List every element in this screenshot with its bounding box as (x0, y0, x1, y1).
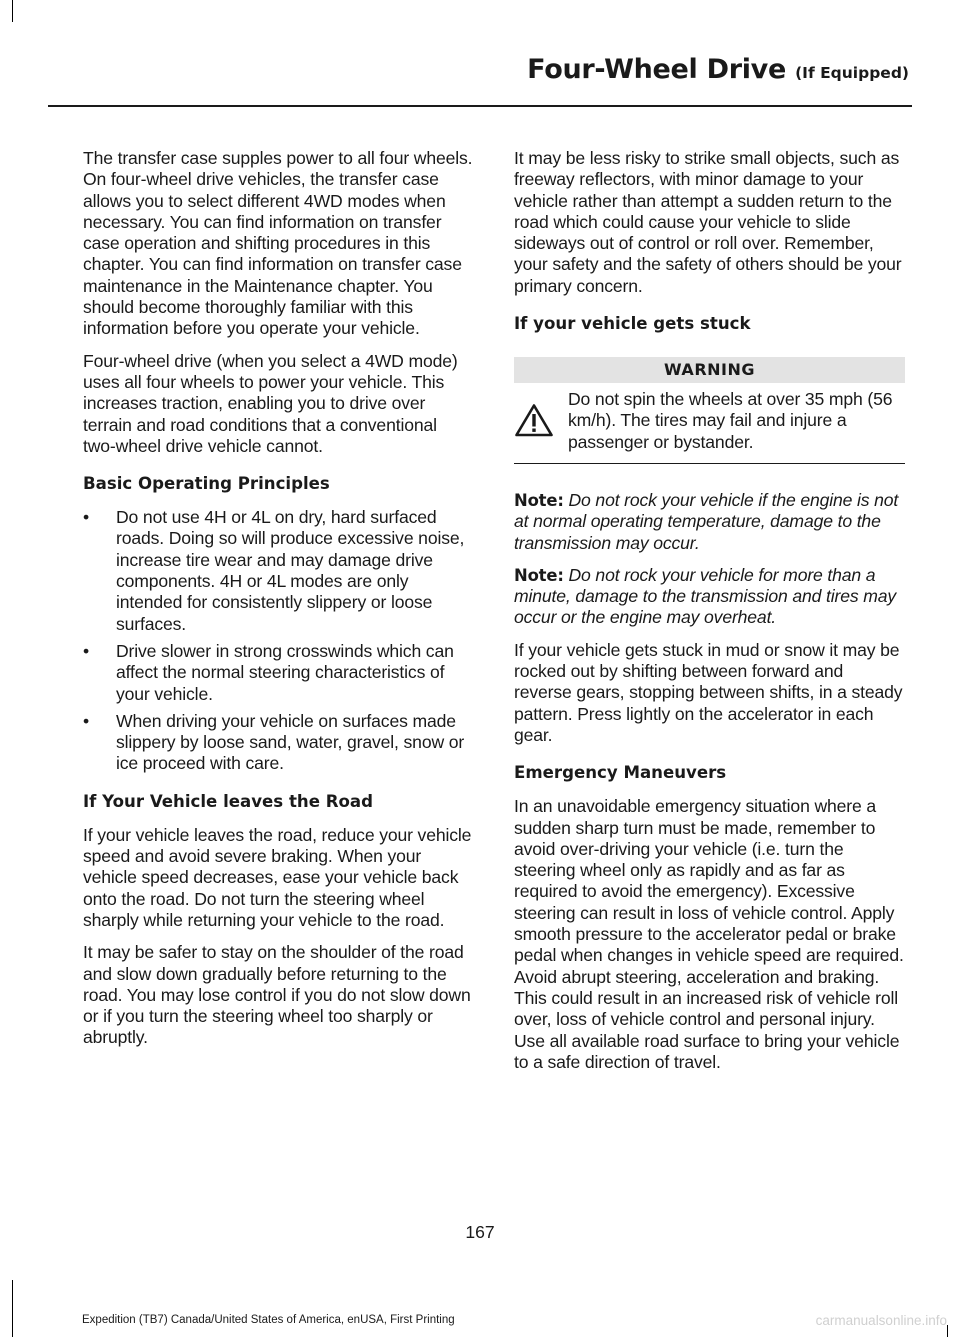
leaves-road-paragraph: If your vehicle leaves the road, reduce your vehicle speed and avoid severe braking. When your vehicle speed decreases, ease your vehicle back onto the road. Do not turn the steering wheel sharply while returning your vehicle to the road. (83, 824, 472, 930)
warning-body (514, 383, 905, 464)
bullet-icon: • (83, 710, 90, 731)
emergency-paragraph: In an unavoidable emergency situation where a sudden sharp turn must be made, remember to avoid over-driving your vehicle (i.e. turn the steering wheel only as rapidly and as far as required to avoid the emergency). Excessive steering can result in loss of vehicle control. Apply smooth pressure to the accelerator pedal or brake pedal when changes in vehicle speed are required. Avoid abrupt steering, acceleration and braking. This could result in an increased risk of vehicle roll over, loss of vehicle control and personal injury. Use all available road surface to bring your vehicle to a safe direction of travel. (514, 796, 904, 1072)
crop-mark-top-left (12, 0, 13, 22)
header-divider (48, 105, 912, 107)
header-subtitle: (If Equipped) (795, 64, 909, 82)
note-paragraph (514, 490, 905, 554)
note-text: Do not rock your vehicle for more than a minute, damage to the transmission and tires may occur or the engine may overheat. (514, 564, 897, 628)
stuck-heading: If your vehicle gets stuck (514, 314, 751, 334)
note-label: Note: (514, 490, 564, 510)
list-item-text: Drive slower in strong crosswinds which can affect the normal steering characteristics of your vehicle. (116, 640, 454, 704)
principles-list (83, 507, 474, 775)
page-header-title (527, 54, 909, 85)
warning-triangle-icon (514, 389, 568, 442)
list-item (83, 507, 474, 635)
note-text: Do not rock your vehicle if the engine is not at normal operating temperature, damage to the transmission may occur. (514, 489, 899, 553)
list-item (83, 641, 474, 705)
basic-principles-heading: Basic Operating Principles (83, 474, 330, 494)
warning-box (514, 357, 905, 464)
shoulder-paragraph: It may be safer to stay on the shoulder of the road and slow down gradually before returning to the road. You may lose control if you do not slow down or if you turn the steering wheel too sharply or abruptly. (83, 942, 471, 1048)
right-column (514, 148, 905, 1084)
list-item-text: Do not use 4H or 4L on dry, hard surfaced roads. Doing so will produce excessive noise, increase tire wear and may damage drive components. 4H or 4L modes are only intended for consistently slippery or loose surfaces. (116, 507, 465, 634)
emergency-heading: Emergency Maneuvers (514, 763, 727, 783)
note-label: Note: (514, 565, 564, 585)
left-column (83, 148, 474, 1060)
warning-text: Do not spin the wheels at over 35 mph (56 km/h). The tires may fail and injure a passenger or bystander. (568, 389, 893, 452)
small-objects-paragraph: It may be less risky to strike small objects, such as freeway reflectors, with minor damage to your vehicle rather than attempt a sudden return to the road which could cause your vehicle to slide sideways out of control or roll over. Remember, your safety and the safety of others should be your primary concern. (514, 148, 902, 296)
warning-label: WARNING (514, 357, 905, 383)
page-number: 167 (465, 1222, 495, 1242)
list-item (83, 711, 474, 775)
leaves-road-heading: If Your Vehicle leaves the Road (83, 791, 373, 811)
note-paragraph (514, 565, 905, 629)
header-title-text: Four-Wheel Drive (527, 54, 786, 85)
watermark: carmanualsonline.info (815, 1313, 947, 1328)
bullet-icon: • (83, 640, 90, 661)
bullet-icon: • (83, 507, 90, 528)
four-wheel-drive-paragraph: Four-wheel drive (when you select a 4WD mode) uses all four wheels to power your vehicle. This increases traction, enabling you to drive over terrain and road conditions that a conventional two-wheel drive vehicle cannot. (83, 350, 458, 456)
crop-mark-bottom-right (947, 1325, 948, 1337)
intro-paragraph: The transfer case supples power to all four wheels. On four-wheel drive vehicles, the transfer case allows you to select different 4WD modes when necessary. You can find information on transfer case operation and shifting procedures in this chapter. You can find information on transfer case maintenance in the Maintenance chapter. You should become thoroughly familiar with this information before you operate your vehicle. (83, 148, 473, 339)
crop-mark-bottom-left (12, 1280, 13, 1337)
list-item-text: When driving your vehicle on surfaces made slippery by loose sand, water, gravel, snow or ice proceed with care. (116, 710, 465, 774)
rocking-paragraph: If your vehicle gets stuck in mud or snow it may be rocked out by shifting between forward and reverse gears, stopping between shifts, in a steady pattern. Press lightly on the accelerator in each gear. (514, 639, 903, 745)
footer-text: Expedition (TB7) Canada/United States of America, enUSA, First Printing (82, 1314, 455, 1326)
